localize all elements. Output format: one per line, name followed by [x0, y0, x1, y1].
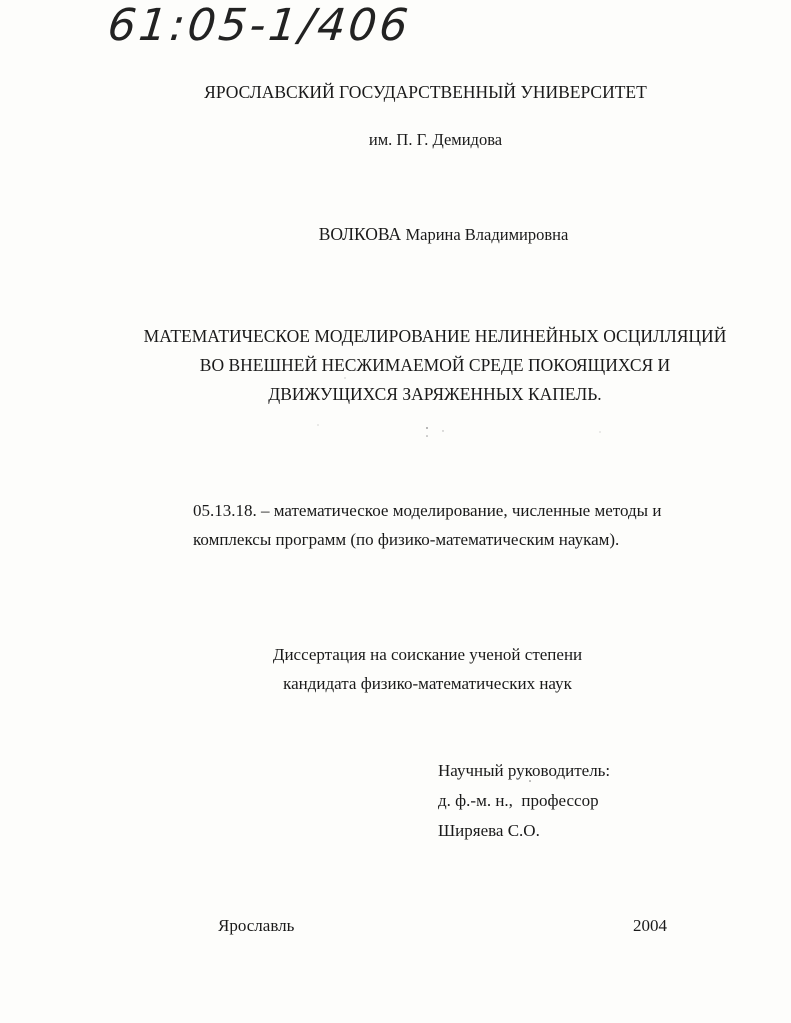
scan-speck	[426, 435, 428, 437]
dissertation-title	[0, 322, 791, 409]
specialty-code	[193, 496, 661, 554]
degree-line: Диссертация на соискание ученой степени	[272, 645, 583, 664]
specialty-line: комплексы программ (по физико-математическим наукам).	[193, 530, 620, 549]
author-name	[48, 226, 791, 244]
supervisor-block	[438, 756, 610, 846]
scan-speck	[317, 424, 318, 425]
supervisor-degree: д. ф.-м. н., профессор	[438, 791, 599, 810]
degree-line: кандидата физико-математических наук	[283, 674, 572, 693]
university-named-after: им. П. Г. Демидова	[368, 130, 503, 149]
scan-speck	[442, 430, 443, 431]
degree-statement	[0, 640, 791, 698]
author-surname: ВОЛКОВА	[318, 224, 402, 244]
scan-speck	[426, 427, 428, 429]
title-line: ВО ВНЕШНЕЙ НЕСЖИМАЕМОЙ СРЕДЕ ПОКОЯЩИХСЯ И	[199, 355, 671, 375]
archive-code-handwritten: 61:05-1/406	[105, 0, 414, 51]
footer-year: 2004	[633, 916, 667, 935]
university-name: ЯРОСЛАВСКИЙ ГОСУДАРСТВЕННЫЙ УНИВЕРСИТЕТ	[204, 82, 647, 102]
author-given-names: Марина Владимировна	[405, 225, 569, 244]
supervisor-name: Ширяева С.О.	[438, 821, 540, 840]
title-line: ДВИЖУЩИХСЯ ЗАРЯЖЕННЫХ КАПЕЛЬ.	[268, 384, 602, 404]
scan-speck	[599, 431, 600, 432]
specialty-line: 05.13.18. – математическое моделирование, численные методы и	[193, 501, 662, 520]
supervisor-label: Научный руководитель:	[438, 761, 611, 780]
title-line: МАТЕМАТИЧЕСКОЕ МОДЕЛИРОВАНИЕ НЕЛИНЕЙНЫХ ОСЦИЛЛЯЦИЙ	[143, 326, 727, 346]
footer-city: Ярославль	[218, 916, 295, 935]
